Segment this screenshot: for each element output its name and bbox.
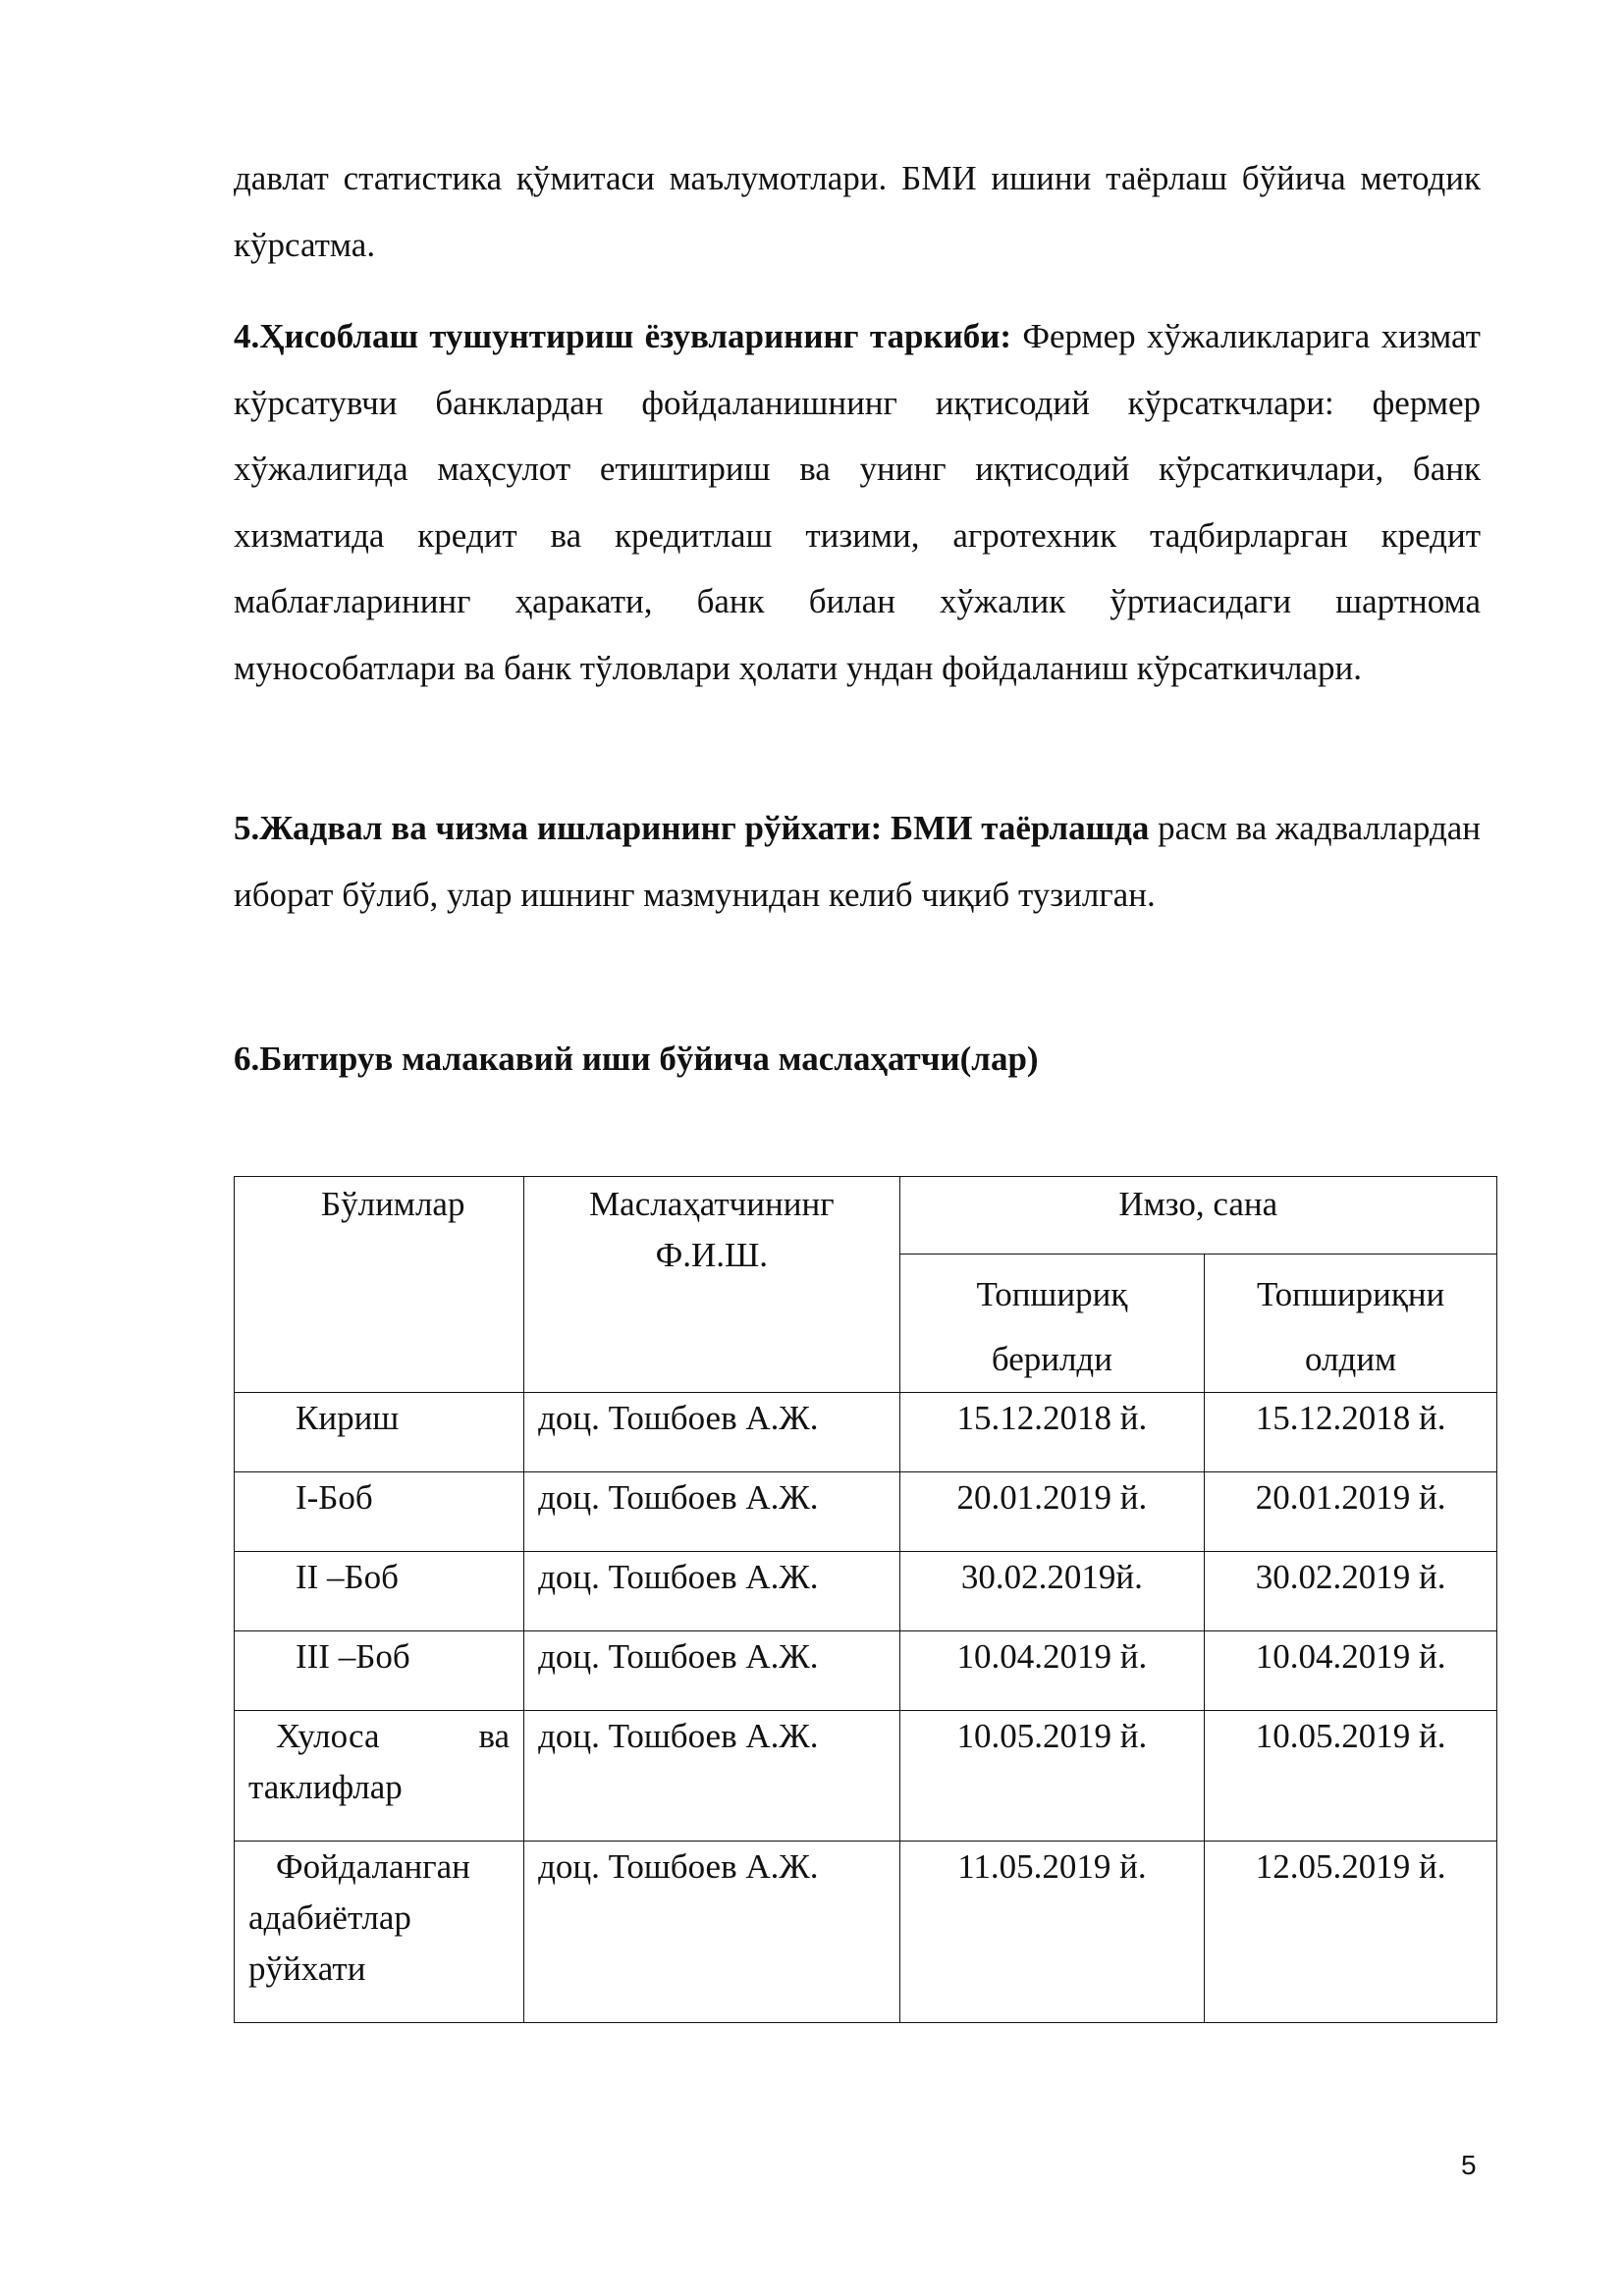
heading-consultants	[234, 1026, 1481, 1093]
page-number: 5	[1461, 2150, 1477, 2180]
cell-date-received: 20.01.2019 й.	[1205, 1472, 1497, 1552]
header-consultant: Маслаҳатчининг Ф.И.Ш.	[524, 1177, 900, 1393]
cell-date-given: 11.05.2019 й.	[899, 1842, 1205, 2023]
paragraph-contents	[234, 303, 1481, 701]
table-header-row	[235, 1177, 1497, 1255]
paragraph-sources	[234, 145, 1481, 278]
header-task-received: Топшириқни олдим	[1205, 1255, 1497, 1393]
cell-consultant: доц. Тошбоев А.Ж.	[524, 1552, 900, 1631]
cell-date-given: 10.04.2019 й.	[899, 1631, 1205, 1711]
cell-date-given: 30.02.2019й.	[899, 1552, 1205, 1631]
cell-consultant: доц. Тошбоев А.Ж.	[524, 1842, 900, 2023]
heading-consultants-text: 6.Битирув малакавий иши бўйича маслаҳатчи(лар)	[234, 1040, 1039, 1078]
table-row	[235, 1393, 1497, 1472]
table-row	[235, 1472, 1497, 1552]
cell-consultant: доц. Тошбоев А.Ж.	[524, 1393, 900, 1472]
cell-consultant: доц. Тошбоев А.Ж.	[524, 1472, 900, 1552]
cell-section: Фойдаланган адабиётлар рўйхати	[235, 1842, 524, 2023]
cell-consultant: доц. Тошбоев А.Ж.	[524, 1711, 900, 1842]
consultants-table	[234, 1176, 1497, 2023]
header-task-given: Топшириқ берилди	[899, 1255, 1205, 1393]
cell-date-received: 10.05.2019 й.	[1205, 1711, 1497, 1842]
paragraph-tables	[234, 795, 1481, 928]
paragraph-sources-text: давлат статистика қўмитаси маълумотлари. БМИ ишини таёрлаш бўйича методик кўрсатма.	[234, 159, 1481, 264]
table-row	[235, 1711, 1497, 1842]
cell-section: III –Боб	[235, 1631, 524, 1711]
cell-consultant: доц. Тошбоев А.Ж.	[524, 1631, 900, 1711]
table-row	[235, 1552, 1497, 1631]
table-row	[235, 1631, 1497, 1711]
cell-date-given: 15.12.2018 й.	[899, 1393, 1205, 1472]
cell-section: Кириш	[235, 1393, 524, 1472]
heading-contents: 4.Ҳисоблаш тушунтириш ёзувларининг таркиби:	[234, 317, 1012, 355]
paragraph-tables-text: расм ва жадваллардан иборат бўлиб, улар ишнинг мазмунидан келиб чиқиб тузилган.	[234, 809, 1482, 914]
cell-date-given: 10.05.2019 й.	[899, 1711, 1205, 1842]
paragraph-contents-text: Фермер хўжаликларига хизмат кўрсатувчи банклардан фойдаланишнинг иқтисодий кўрсаткчлари: фермер хўжалигида маҳсулот етиштириш ва унинг иқтисодий кўрсаткичлари, банк хизматида кредит ва кредитлаш тизими, агротехник тадбирларган кредит маблағларининг ҳаракати, банк билан хўжалик ўртиасидаги шартнома мунособатлари ва банк тўловлари ҳолати ундан фойдаланиш кўрсаткичлари.	[234, 317, 1481, 687]
header-sign-date: Имзо, сана	[899, 1177, 1496, 1255]
cell-date-received: 10.04.2019 й.	[1205, 1631, 1497, 1711]
cell-section: II –Боб	[235, 1552, 524, 1631]
cell-date-received: 15.12.2018 й.	[1205, 1393, 1497, 1472]
cell-date-given: 20.01.2019 й.	[899, 1472, 1205, 1552]
cell-section: I-Боб	[235, 1472, 524, 1552]
heading-tables: 5.Жадвал ва чизма ишларининг рўйхати: БМИ таёрлашда	[234, 809, 1150, 847]
table-row	[235, 1842, 1497, 2023]
cell-section: Хулоса ва таклифлар	[235, 1711, 524, 1842]
cell-date-received: 30.02.2019 й.	[1205, 1552, 1497, 1631]
header-sections: Бўлимлар	[235, 1177, 524, 1393]
cell-date-received: 12.05.2019 й.	[1205, 1842, 1497, 2023]
